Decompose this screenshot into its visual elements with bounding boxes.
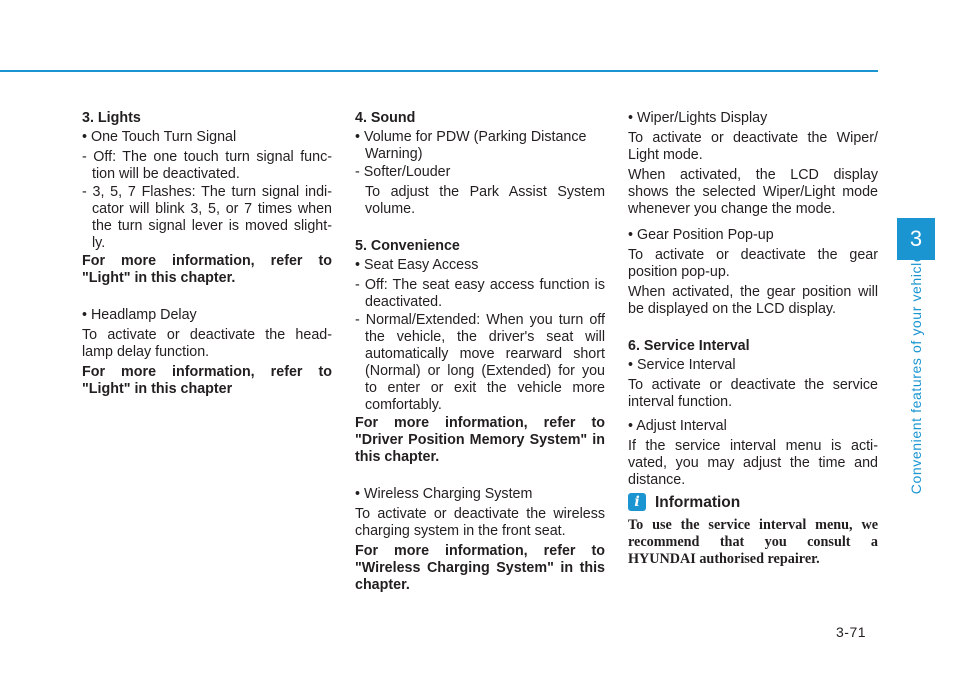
gear-description-2: When activated, the gear position will be displayed on the LCD display. <box>628 284 878 317</box>
item-wiper-lights-display: • Wiper/Lights Display <box>628 110 768 126</box>
item-headlamp-delay: • Headlamp Delay <box>82 307 197 323</box>
reference-note-dpms: For more information, refer to "Driver Position Memory System" in this chapter. <box>355 415 605 465</box>
reference-note-wireless: For more information, refer to "Wireless Charging System" in this chapter. <box>355 543 605 593</box>
item-service-interval: • Service Interval <box>628 357 736 373</box>
option-off: - Off: The one touch turn signal func- tion will be deactivated. <box>82 149 332 182</box>
information-text: To use the service interval menu, we recommend that you consult a HYUNDAI authorised repairer. <box>628 517 878 567</box>
info-icon: i <box>628 493 646 511</box>
item-wireless-charging: • Wireless Charging System <box>355 486 533 502</box>
information-label: Information <box>655 493 741 511</box>
option-softer-louder: - Softer/Louder <box>355 164 451 180</box>
reference-note-light-2: For more information, refer to "Light" in this chapter <box>82 364 332 397</box>
item-seat-easy-access: • Seat Easy Access <box>355 257 479 273</box>
headlamp-description: To activate or deactivate the head- lamp delay function. <box>82 327 332 360</box>
column-2 <box>355 110 605 597</box>
chapter-tab: 3 <box>897 218 935 260</box>
section-heading-lights: 3. Lights <box>82 110 141 126</box>
item-one-touch-turn-signal: • One Touch Turn Signal <box>82 129 237 145</box>
chapter-side-title: Convenient features of your vehicle <box>908 253 924 495</box>
section-heading-service-interval: 6. Service Interval <box>628 338 750 354</box>
page-number: 3-71 <box>836 624 867 640</box>
option-flashes: - 3, 5, 7 Flashes: The turn signal indi- cator will blink 3, 5, or 7 times when the turn signal lever is moved slight- ly. <box>82 184 332 251</box>
section-heading-sound: 4. Sound <box>355 110 416 126</box>
column-3 <box>628 110 878 571</box>
section-heading-convenience: 5. Convenience <box>355 238 460 254</box>
gear-description-1: To activate or deactivate the gear position pop-up. <box>628 247 878 280</box>
reference-note-light: For more information, refer to "Light" in this chapter. <box>82 253 332 286</box>
item-volume-pdw: • Volume for PDW (Parking Distance Warning) <box>355 129 587 162</box>
item-gear-position-popup: • Gear Position Pop-up <box>628 227 774 243</box>
option-seat-off: - Off: The seat easy access function is deactivated. <box>355 277 605 310</box>
wiper-description-2: When activated, the LCD display shows the selected Wiper/Light mode whenever you change the mode. <box>628 167 878 217</box>
service-description: To activate or deactivate the service interval function. <box>628 377 878 410</box>
header-rule <box>0 70 878 72</box>
item-adjust-interval: • Adjust Interval <box>628 418 727 434</box>
option-seat-normal-extended: - Normal/Extended: When you turn off the vehicle, the driver's seat will automatically move rearward short (Normal) or long (Extended) for you to enter or exit the vehicle more comfortably. <box>355 312 605 413</box>
wireless-description: To activate or deactivate the wireless charging system in the front seat. <box>355 506 605 539</box>
adjust-description: If the service interval menu is acti- vated, you may adjust the time and distance. <box>628 438 878 488</box>
information-header <box>628 493 878 511</box>
column-1 <box>82 110 332 401</box>
softer-louder-description: To adjust the Park Assist System volume. <box>365 184 605 217</box>
wiper-description-1: To activate or deactivate the Wiper/ Light mode. <box>628 130 878 163</box>
